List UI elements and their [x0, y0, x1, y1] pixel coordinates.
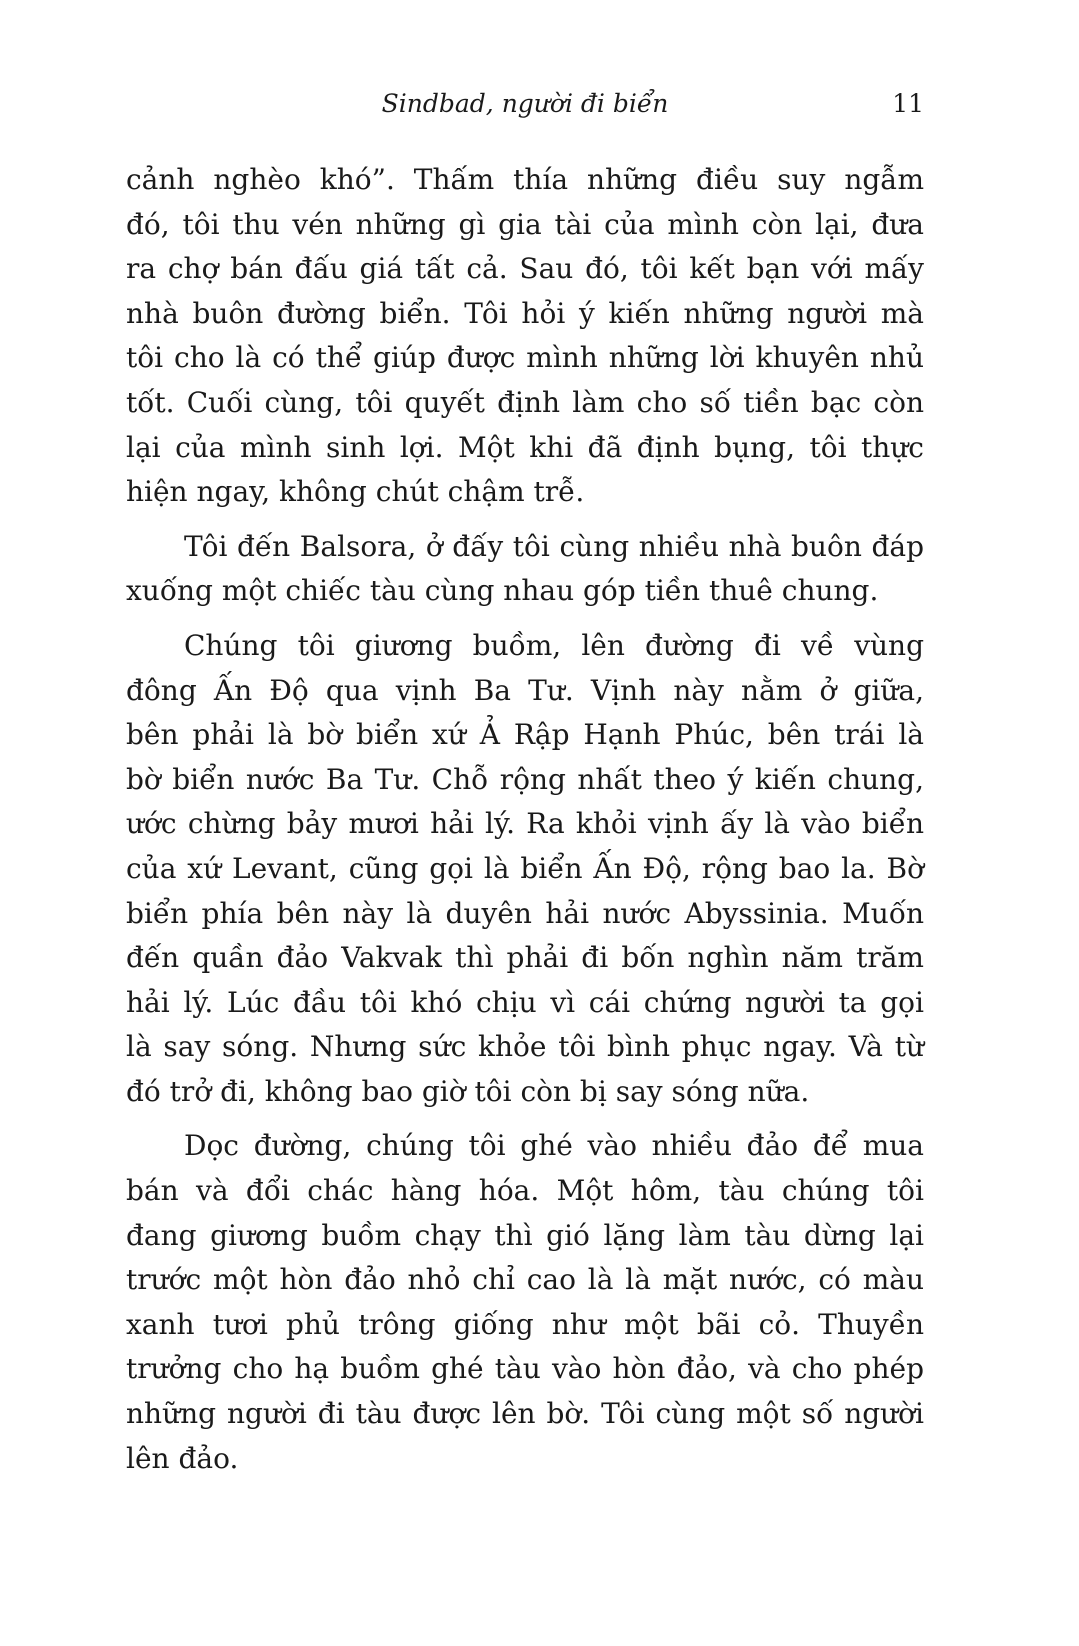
text-line: trước một hòn đảo nhỏ chỉ cao là là mặt nước, có màu: [126, 1263, 924, 1297]
text-line: đông Ấn Độ qua vịnh Ba Tư. Vịnh này nằm ở giữa,: [126, 673, 924, 707]
text-line: xanh tươi phủ trông giống như một bãi cỏ. Thuyền: [126, 1307, 924, 1341]
text-line: trưởng cho hạ buồm ghé tàu vào hòn đảo, và cho phép: [126, 1352, 924, 1386]
text-line: tốt. Cuối cùng, tôi quyết định làm cho số tiền bạc còn: [126, 385, 924, 419]
text-line: là say sóng. Nhưng sức khỏe tôi bình phục ngay. Và từ: [126, 1030, 924, 1064]
text-line: xuống một chiếc tàu cùng nhau góp tiền thuê chung.: [126, 574, 879, 608]
text-line: Dọc đường, chúng tôi ghé vào nhiều đảo để mua: [184, 1129, 924, 1163]
page-number: 11: [892, 89, 924, 118]
text-line: đó, tôi thu vén những gì gia tài của mình còn lại, đưa: [126, 207, 924, 241]
paragraph: [126, 1124, 924, 1481]
running-header: [126, 84, 924, 124]
book-title: Sindbad, người đi biển: [381, 89, 669, 118]
text-line: lên đảo.: [126, 1441, 239, 1475]
text-line: ra chợ bán đấu giá tất cả. Sau đó, tôi kết bạn với mấy: [126, 252, 924, 286]
paragraph: [126, 624, 924, 1115]
text-line: ước chừng bảy mươi hải lý. Ra khỏi vịnh ấy là vào biển: [126, 807, 924, 841]
paragraph: [126, 158, 924, 515]
text-line: đến quần đảo Vakvak thì phải đi bốn nghìn năm trăm: [126, 941, 924, 975]
text-line: bên phải là bờ biển xứ Ả Rập Hạnh Phúc, bên trái là: [126, 718, 924, 752]
text-line: tôi cho là có thể giúp được mình những lời khuyên nhủ: [126, 341, 924, 375]
paragraph: [126, 525, 924, 614]
text-line: biển phía bên này là duyên hải nước Abyssinia. Muốn: [126, 896, 924, 930]
text-line: Tôi đến Balsora, ở đấy tôi cùng nhiều nhà buôn đáp: [184, 529, 924, 563]
text-line: đang giương buồm chạy thì gió lặng làm tàu dừng lại: [126, 1218, 924, 1252]
text-line: Chúng tôi giương buồm, lên đường đi về vùng: [184, 628, 924, 662]
text-line: bờ biển nước Ba Tư. Chỗ rộng nhất theo ý kiến chung,: [126, 762, 924, 796]
body-text: [126, 158, 924, 1491]
text-line: lại của mình sinh lợi. Một khi đã định bụng, tôi thực: [126, 430, 924, 464]
text-line: của xứ Levant, cũng gọi là biển Ấn Độ, rộng bao la. Bờ: [126, 851, 924, 885]
text-line: đó trở đi, không bao giờ tôi còn bị say sóng nữa.: [126, 1074, 810, 1108]
text-line: bán và đổi chác hàng hóa. Một hôm, tàu chúng tôi: [126, 1174, 924, 1208]
text-line: những người đi tàu được lên bờ. Tôi cùng một số người: [126, 1397, 924, 1431]
text-line: cảnh nghèo khó”. Thấm thía những điều suy ngẫm: [126, 163, 924, 196]
text-line: nhà buôn đường biển. Tôi hỏi ý kiến những người mà: [126, 296, 924, 330]
text-line: hiện ngay, không chút chậm trễ.: [126, 475, 585, 509]
text-line: hải lý. Lúc đầu tôi khó chịu vì cái chứng người ta gọi: [126, 985, 924, 1019]
